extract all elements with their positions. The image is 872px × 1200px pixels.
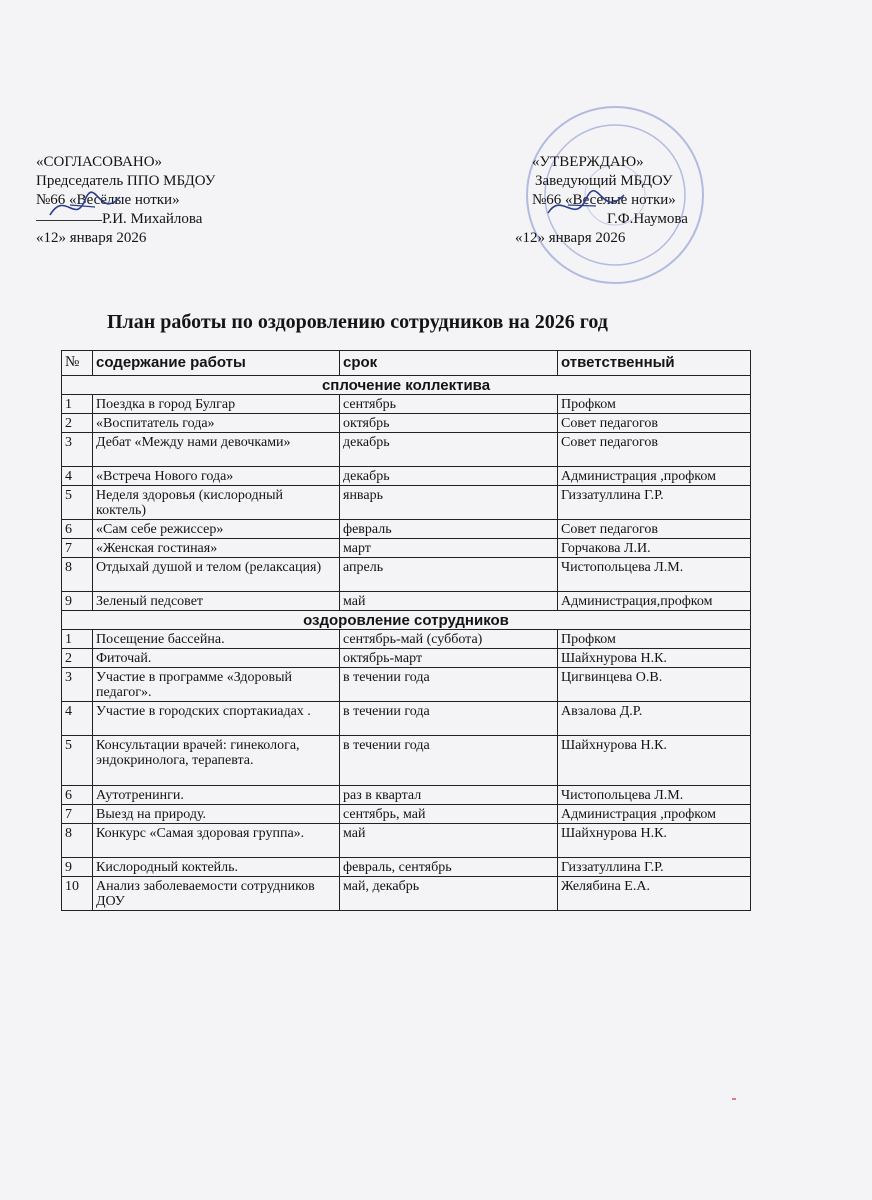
row-responsible: Профком <box>558 630 751 649</box>
row-term: в течении года <box>340 668 558 702</box>
column-header-responsible: ответственный <box>558 351 751 376</box>
row-content: Участие в городских спортакиадах . <box>93 702 340 736</box>
row-number: 4 <box>62 467 93 486</box>
table-row <box>62 630 751 649</box>
table-row <box>62 433 751 467</box>
row-term: декабрь <box>340 433 558 467</box>
section-row <box>62 376 751 395</box>
row-content: Посещение бассейна. <box>93 630 340 649</box>
row-content: Кислородный коктейль. <box>93 858 340 877</box>
row-responsible: Администрация,профком <box>558 592 751 611</box>
row-responsible: Цигвинцева О.В. <box>558 668 751 702</box>
row-term: октябрь-март <box>340 649 558 668</box>
column-header-content: содержание работы <box>93 351 340 376</box>
agreed-label: «СОГЛАСОВАНО» <box>36 154 163 170</box>
row-content: Отдыхай душой и телом (релаксация) <box>93 558 340 592</box>
row-term: сентябрь <box>340 395 558 414</box>
row-number: 6 <box>62 520 93 539</box>
row-responsible: Совет педагогов <box>558 433 751 467</box>
row-content: Анализ заболеваемости сотрудников ДОУ <box>93 877 340 911</box>
table-row <box>62 520 751 539</box>
row-content: Дебат «Между нами девочками» <box>93 433 340 467</box>
row-term: октябрь <box>340 414 558 433</box>
date-right: «12» января 2026 <box>515 230 626 246</box>
institution-name-left: №66 «Весёлые нотки» <box>36 192 180 208</box>
table-row <box>62 858 751 877</box>
head-title: Заведующий МБДОУ <box>535 173 673 189</box>
row-term: февраль <box>340 520 558 539</box>
row-number: 9 <box>62 592 93 611</box>
row-number: 10 <box>62 877 93 911</box>
row-term: раз в квартал <box>340 786 558 805</box>
row-term: май <box>340 824 558 858</box>
row-content: Зеленый педсовет <box>93 592 340 611</box>
row-responsible: Шайхнурова Н.К. <box>558 824 751 858</box>
row-responsible: Шайхнурова Н.К. <box>558 736 751 786</box>
row-responsible: Желябина Е.А. <box>558 877 751 911</box>
row-content: Поездка в город Булгар <box>93 395 340 414</box>
row-number: 3 <box>62 668 93 702</box>
row-number: 6 <box>62 786 93 805</box>
row-number: 2 <box>62 649 93 668</box>
row-term: сентябрь, май <box>340 805 558 824</box>
row-content: «Воспитатель года» <box>93 414 340 433</box>
row-number: 5 <box>62 486 93 520</box>
signature-left <box>40 185 130 230</box>
row-term: апрель <box>340 558 558 592</box>
signer-name-left: Р.И. Михайлова <box>102 211 203 227</box>
table-row <box>62 805 751 824</box>
row-term: май, декабрь <box>340 877 558 911</box>
row-content: «Сам себе режиссер» <box>93 520 340 539</box>
row-responsible: Гиззатуллина Г.Р. <box>558 486 751 520</box>
table-row <box>62 395 751 414</box>
row-responsible: Гиззатуллина Г.Р. <box>558 858 751 877</box>
signature-right <box>540 185 630 230</box>
page-title: План работы по оздоровлению сотрудников на 2026 год <box>107 311 608 333</box>
union-chair-title: Председатель ППО МБДОУ <box>36 173 216 189</box>
row-term: в течении года <box>340 736 558 786</box>
date-left: «12» января 2026 <box>36 230 147 246</box>
row-number: 8 <box>62 558 93 592</box>
table-row <box>62 467 751 486</box>
row-content: Консультации врачей: гинеколога, эндокринолога, терапевта. <box>93 736 340 786</box>
row-content: Неделя здоровья (кислородный коктель) <box>93 486 340 520</box>
approved-label: «УТВЕРЖДАЮ» <box>532 154 644 170</box>
row-content: «Женская гостиная» <box>93 539 340 558</box>
column-header-number: № <box>62 351 93 376</box>
row-number: 8 <box>62 824 93 858</box>
table-row <box>62 486 751 520</box>
row-number: 9 <box>62 858 93 877</box>
row-responsible: Горчакова Л.И. <box>558 539 751 558</box>
section-row <box>62 611 751 630</box>
plan-table <box>61 350 751 911</box>
row-responsible: Администрация ,профком <box>558 467 751 486</box>
row-term: в течении года <box>340 702 558 736</box>
row-term: май <box>340 592 558 611</box>
table-row <box>62 786 751 805</box>
ink-mark <box>732 1098 736 1100</box>
column-header-term: срок <box>340 351 558 376</box>
table-row <box>62 824 751 858</box>
row-responsible: Авзалова Д.Р. <box>558 702 751 736</box>
section-title: сплочение коллектива <box>62 376 751 395</box>
row-content: Конкурс «Самая здоровая группа». <box>93 824 340 858</box>
institution-name-right: №66 «Веселые нотки» <box>532 192 676 208</box>
row-responsible: Чистопольцева Л.М. <box>558 558 751 592</box>
row-content: Выезд на природу. <box>93 805 340 824</box>
row-number: 3 <box>62 433 93 467</box>
signer-name-right: Г.Ф.Наумова <box>607 211 688 227</box>
row-number: 7 <box>62 539 93 558</box>
row-number: 1 <box>62 630 93 649</box>
row-responsible: Профком <box>558 395 751 414</box>
row-responsible: Совет педагогов <box>558 520 751 539</box>
row-content: Аутотренинги. <box>93 786 340 805</box>
table-header-row <box>62 351 751 376</box>
row-responsible: Шайхнурова Н.К. <box>558 649 751 668</box>
table-row <box>62 877 751 911</box>
row-responsible: Совет педагогов <box>558 414 751 433</box>
row-term: март <box>340 539 558 558</box>
table-row <box>62 414 751 433</box>
table-row <box>62 736 751 786</box>
section-title: оздоровление сотрудников <box>62 611 751 630</box>
row-responsible: Администрация ,профком <box>558 805 751 824</box>
row-term: сентябрь-май (суббота) <box>340 630 558 649</box>
table-row <box>62 649 751 668</box>
row-content: «Встреча Нового года» <box>93 467 340 486</box>
row-term: февраль, сентябрь <box>340 858 558 877</box>
table-row <box>62 668 751 702</box>
row-number: 1 <box>62 395 93 414</box>
row-content: Фиточай. <box>93 649 340 668</box>
table-row <box>62 702 751 736</box>
table-row <box>62 592 751 611</box>
row-content: Участие в программе «Здоровый педагог». <box>93 668 340 702</box>
table-row <box>62 558 751 592</box>
row-number: 2 <box>62 414 93 433</box>
row-term: декабрь <box>340 467 558 486</box>
row-number: 5 <box>62 736 93 786</box>
row-responsible: Чистопольцева Л.М. <box>558 786 751 805</box>
table-row <box>62 539 751 558</box>
row-term: январь <box>340 486 558 520</box>
row-number: 7 <box>62 805 93 824</box>
row-number: 4 <box>62 702 93 736</box>
